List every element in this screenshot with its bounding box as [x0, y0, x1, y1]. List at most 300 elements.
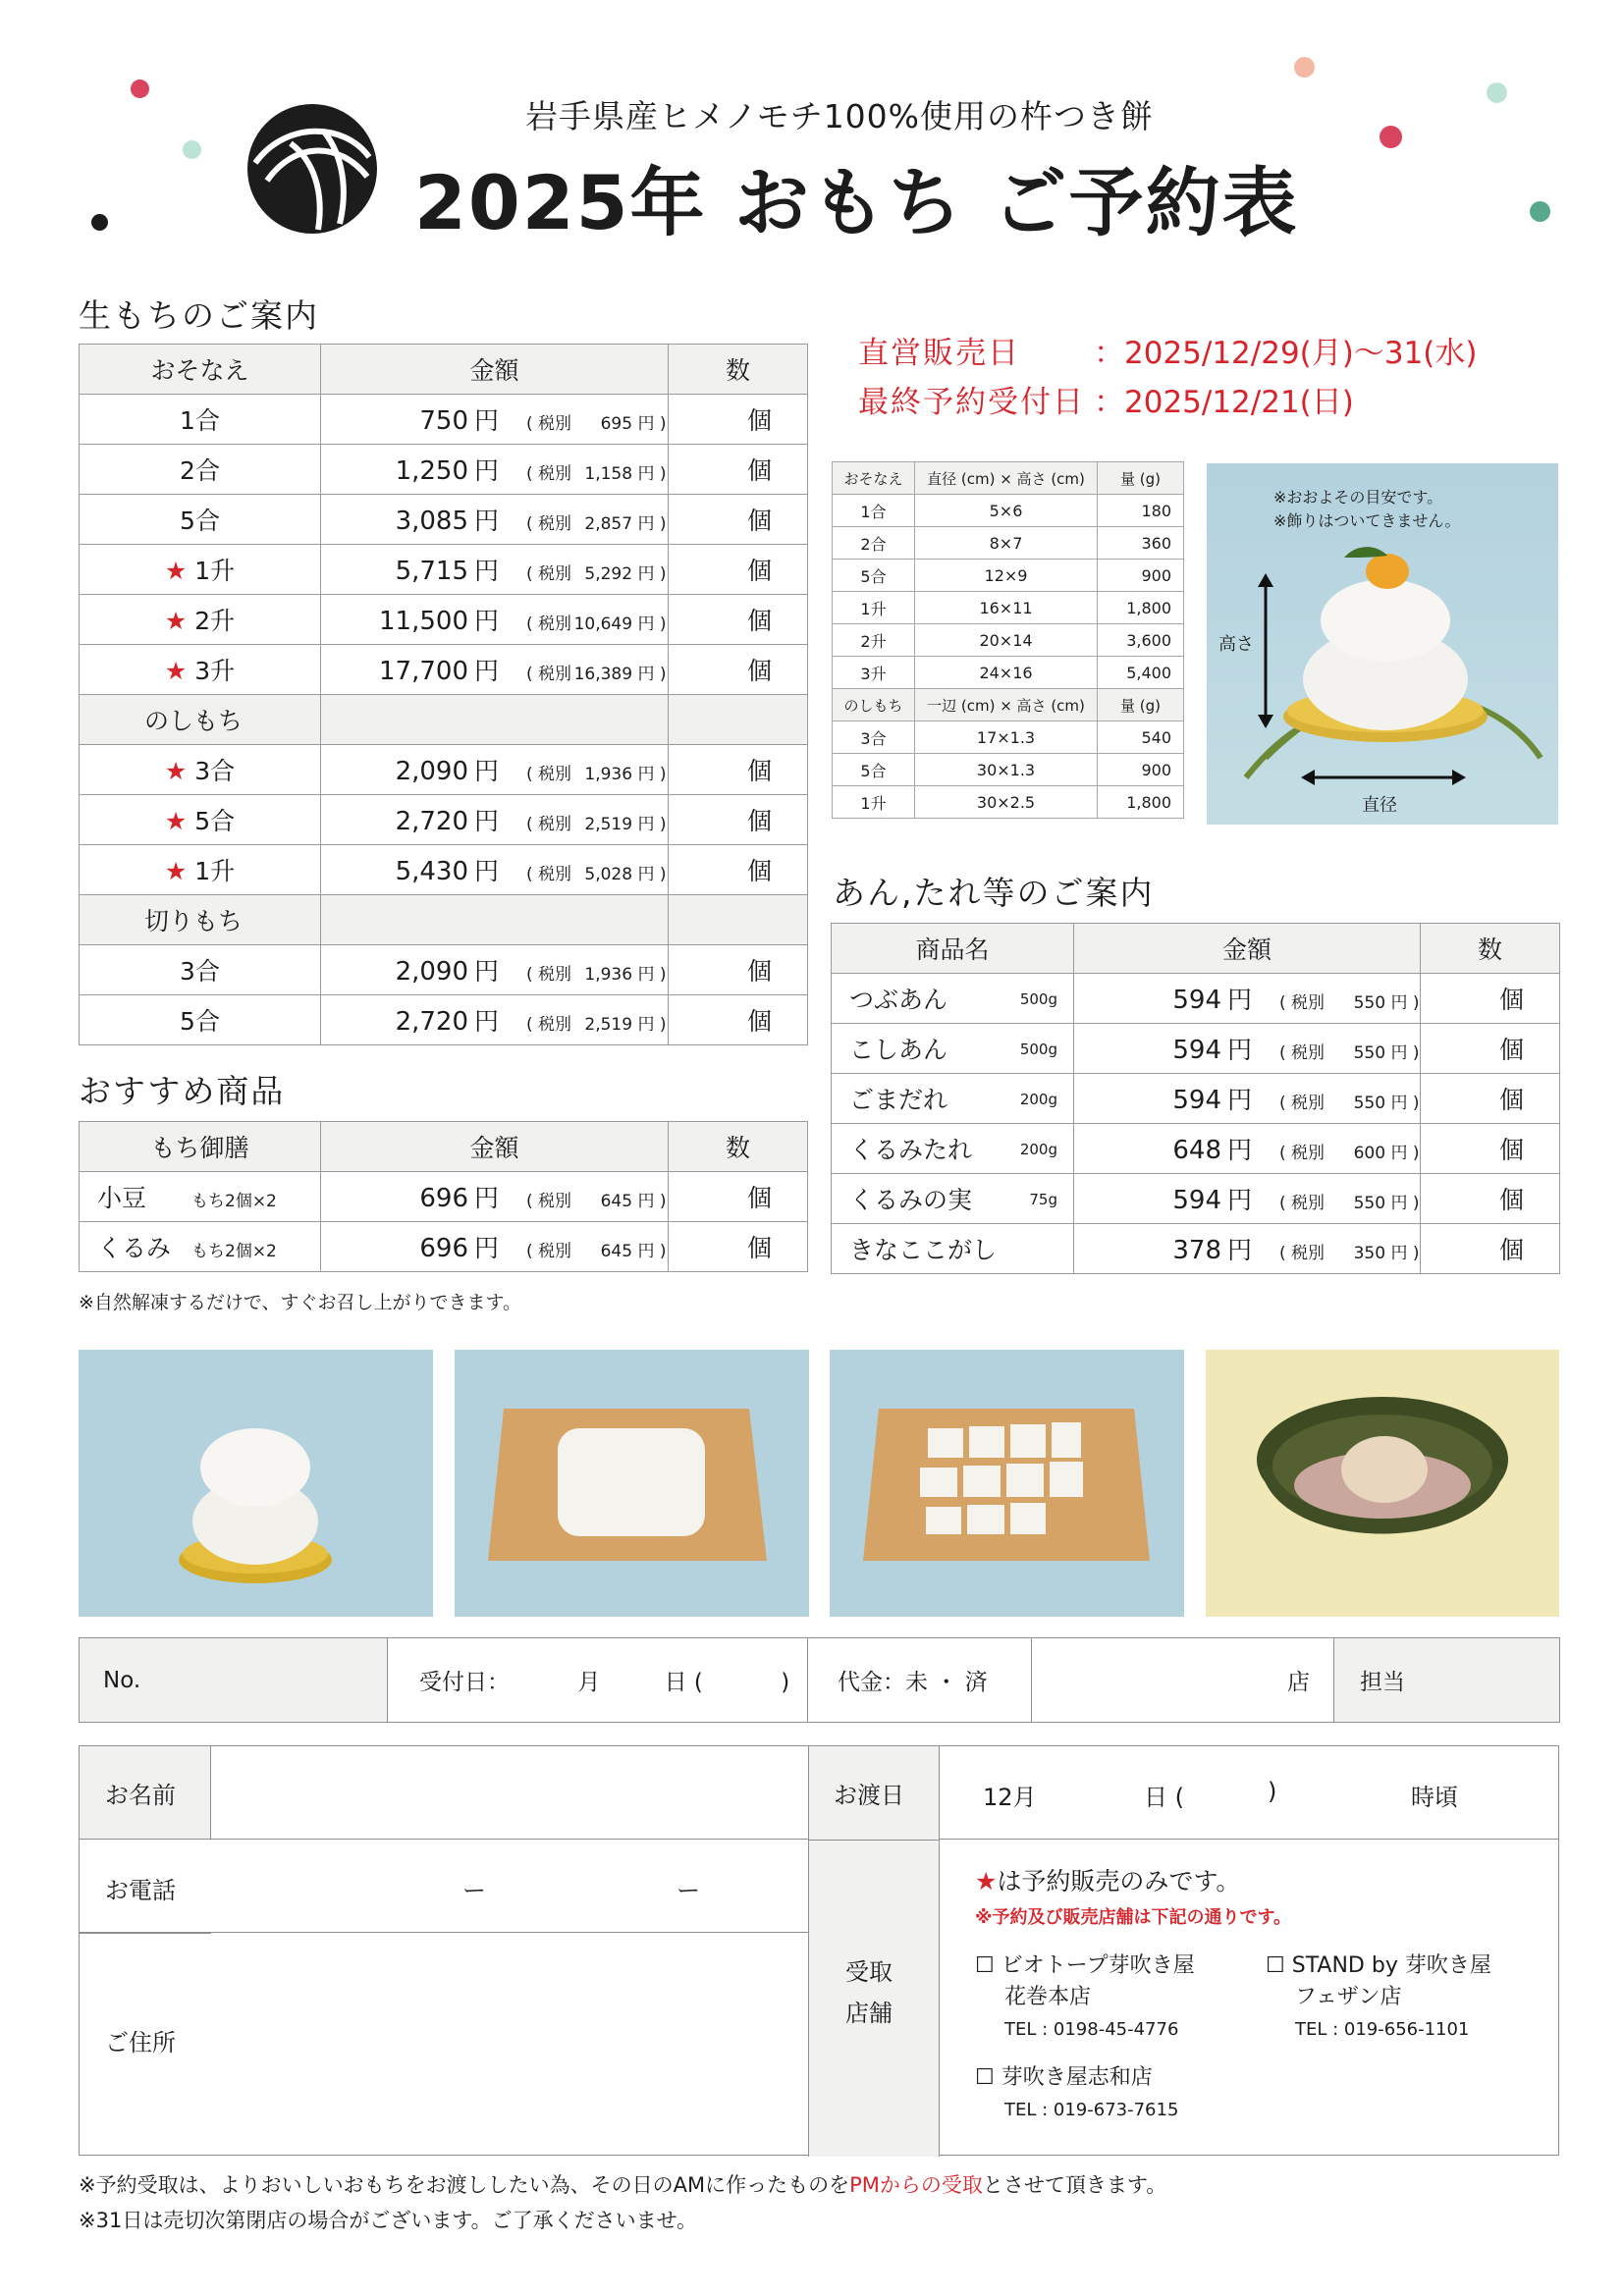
reception-date-cell[interactable]: [388, 1638, 808, 1723]
store-branch: フェザン店: [1295, 1985, 1402, 2009]
group-empty: [669, 695, 808, 745]
delivery-paren-close: ): [1268, 1778, 1277, 1805]
group-label: のしもち: [80, 695, 321, 745]
table-header-row: [832, 924, 1560, 974]
table-row: [80, 595, 808, 645]
deadline-value: ：2025/12/21(日): [1094, 385, 1354, 420]
checkbox-icon[interactable]: ☐: [975, 2065, 995, 2090]
item-name-cell: [80, 795, 321, 845]
store-option[interactable]: [1266, 1950, 1491, 2046]
quantity-cell[interactable]: [1421, 1074, 1560, 1124]
item-name: きなここがし: [849, 1236, 998, 1264]
tax-label: ( 税別: [526, 1242, 572, 1261]
item-name: 5合: [180, 507, 220, 535]
quantity-cell[interactable]: [669, 795, 808, 845]
item-name: ごまだれ: [849, 1086, 948, 1114]
store-name: ビオトープ芽吹き屋: [1001, 1953, 1195, 1978]
price-value: 3,085: [395, 507, 468, 536]
tax-end: 円 ): [637, 514, 667, 534]
photo-note-1: ※おおよその目安です。: [1273, 488, 1443, 507]
delivery-day: 日 (: [1144, 1784, 1184, 1811]
address-label: ご住所: [105, 2029, 176, 2056]
unit-label: 個: [1498, 1236, 1524, 1264]
tax-note: [526, 1010, 667, 1035]
star-icon: ★: [164, 557, 188, 585]
store-label: 店: [1032, 1638, 1334, 1723]
item-name-cell: [80, 745, 321, 795]
direct-sale-label: 直営販売日: [858, 336, 1020, 371]
size-row: [833, 657, 1184, 689]
tax-label: ( 税別: [1279, 1194, 1326, 1213]
table-header-row: [80, 1122, 808, 1172]
unit-label: 個: [1498, 1086, 1524, 1114]
price-value: 648: [1172, 1136, 1221, 1165]
tax-value: 350: [1353, 1244, 1386, 1263]
store-tel: TEL : 019-673-7615: [1004, 2100, 1179, 2120]
table-row: [80, 995, 808, 1045]
table-row: [80, 845, 808, 895]
price-value: 2,090: [395, 957, 468, 987]
size-weight: 540: [1098, 721, 1184, 754]
price-yen: 円: [1227, 986, 1253, 1014]
decor-dot: [1487, 82, 1507, 103]
size-dim: 24×16: [915, 657, 1098, 689]
tax-value: 10,649: [573, 614, 633, 634]
quantity-cell[interactable]: [1421, 1174, 1560, 1224]
quantity-cell[interactable]: [669, 595, 808, 645]
price-yen: 円: [474, 657, 500, 685]
table-header-row: [80, 345, 808, 395]
unit-label: 個: [746, 607, 772, 635]
price-value: 378: [1172, 1236, 1221, 1265]
checkbox-icon[interactable]: ☐: [1266, 1953, 1285, 1978]
size-weight: 1,800: [1098, 592, 1184, 624]
quantity-cell[interactable]: [1421, 1024, 1560, 1074]
column-header: 量 (g): [1098, 462, 1184, 495]
tax-end: 円 ): [1390, 1144, 1420, 1163]
price-cell: [321, 645, 669, 695]
item-name: 3合: [180, 957, 220, 986]
size-table: [832, 461, 1184, 819]
price-value: 594: [1172, 1086, 1221, 1115]
table-row: [80, 795, 808, 845]
table-row: [80, 945, 808, 995]
price-value: 2,720: [395, 1007, 468, 1037]
unit-label: 個: [746, 406, 772, 435]
price-cell: [321, 745, 669, 795]
price-cell: [1074, 974, 1421, 1024]
tax-value: 1,158: [584, 464, 633, 484]
kagami-mochi-illustration: [1207, 463, 1558, 825]
column-header: 金額: [321, 345, 669, 395]
phone-input[interactable]: [211, 1840, 808, 1933]
price-yen: 円: [1227, 1236, 1253, 1264]
quantity-cell[interactable]: [669, 1222, 808, 1272]
footer-note-1: [79, 2169, 1166, 2199]
size-rows: [833, 462, 1184, 819]
tax-note: [1279, 988, 1420, 1013]
tax-end: 円 ): [637, 865, 667, 884]
item-name: つぶあん: [849, 986, 948, 1014]
tax-value: 2,519: [584, 1015, 633, 1035]
group-row: [80, 695, 808, 745]
tax-note: [1279, 1239, 1420, 1263]
unit-label: 個: [746, 1234, 772, 1262]
price-value: 5,430: [395, 857, 468, 886]
an-rows: [832, 974, 1560, 1274]
price-cell: [321, 845, 669, 895]
size-dim: 16×11: [915, 592, 1098, 624]
table-row: [832, 1174, 1560, 1224]
table-row: [832, 1074, 1560, 1124]
store-branch: 花巻本店: [1004, 1985, 1092, 2009]
quantity-cell[interactable]: [669, 1172, 808, 1222]
kiri-photo-art: [830, 1350, 1184, 1617]
tax-end: 円 ): [637, 815, 667, 834]
column-header: もち御膳: [80, 1122, 321, 1172]
reception-date-label: 受付日：: [419, 1670, 510, 1695]
store-label-1: 受取: [845, 1958, 893, 1986]
item-name-cell: [80, 395, 321, 445]
tax-note: [526, 560, 667, 584]
decor-dot: [1530, 201, 1550, 222]
column-header: 数: [669, 1122, 808, 1172]
item-name: 2升: [194, 607, 236, 635]
size-weight: 360: [1098, 527, 1184, 560]
size-name: 3合: [833, 721, 915, 754]
quantity-cell[interactable]: [669, 645, 808, 695]
price-yen: 円: [474, 1184, 500, 1212]
tax-end: 円 ): [637, 564, 667, 584]
item-name-cell: [80, 445, 321, 495]
item-weight: 75g: [1029, 1191, 1057, 1208]
unit-label: 個: [1498, 1136, 1524, 1164]
price-cell: [321, 445, 669, 495]
tax-value: 550: [1353, 1094, 1386, 1113]
tax-label: ( 税別: [526, 815, 572, 834]
price-value: 11,500: [379, 607, 468, 636]
quantity-cell[interactable]: [669, 745, 808, 795]
item-name: くるみ: [97, 1234, 172, 1262]
size-weight: 900: [1098, 560, 1184, 592]
subtitle: 岩手県産ヒメノモチ100%使用の杵つき餅: [525, 97, 1155, 135]
tax-end: 円 ): [1390, 1244, 1420, 1263]
price-yen: 円: [474, 807, 500, 835]
item-name-cell: [832, 1224, 1074, 1274]
size-row: [833, 754, 1184, 786]
name-label: お名前: [105, 1782, 176, 1809]
tax-end: 円 ): [1390, 993, 1420, 1013]
table-row: [832, 1224, 1560, 1274]
section-heading-nama: 生もちのご案内: [79, 296, 319, 335]
unit-label: 個: [746, 807, 772, 835]
size-row: [833, 560, 1184, 592]
size-dim: 20×14: [915, 624, 1098, 657]
tax-label: ( 税別: [526, 1015, 572, 1035]
tax-label: ( 税別: [526, 1192, 572, 1211]
tax-label: ( 税別: [526, 865, 572, 884]
price-value: 594: [1172, 986, 1221, 1015]
item-name-cell: [80, 1222, 321, 1272]
star-icon: ★: [164, 807, 188, 835]
quantity-cell[interactable]: [669, 545, 808, 595]
address-input[interactable]: [211, 1933, 808, 2155]
item-name-cell: [832, 1174, 1074, 1224]
tax-label: ( 税別: [1279, 1043, 1326, 1063]
tax-end: 円 ): [1390, 1043, 1420, 1063]
tax-label: ( 税別: [1279, 1144, 1326, 1163]
tax-value: 645: [600, 1192, 633, 1211]
divider: [80, 1933, 211, 1934]
price-value: 1,250: [395, 456, 468, 486]
phone-dash: ー: [677, 1877, 700, 1904]
star-icon: ★: [975, 1867, 998, 1896]
group-label: 切りもち: [80, 895, 321, 945]
price-cell: [321, 945, 669, 995]
table-row: [80, 545, 808, 595]
star-icon: ★: [164, 757, 188, 785]
tax-end: 円 ): [637, 965, 667, 985]
store-option[interactable]: [975, 1950, 1195, 2046]
quantity-cell[interactable]: [669, 445, 808, 495]
tax-value: 1,936: [584, 765, 633, 784]
direct-sale-value: ：2025/12/29(月)〜31(水): [1094, 336, 1478, 371]
tax-label: ( 税別: [1279, 993, 1326, 1013]
size-row: [833, 527, 1184, 560]
unit-label: 個: [746, 507, 772, 535]
item-detail: もち2個×2: [191, 1192, 277, 1211]
tax-label: ( 税別: [526, 564, 572, 584]
item-name-cell: [80, 945, 321, 995]
month-label: 月: [577, 1670, 601, 1695]
table-row: [80, 645, 808, 695]
item-weight: 200g: [1019, 1141, 1057, 1158]
paren-close: ): [781, 1670, 790, 1695]
tax-note: [526, 760, 667, 784]
kagami-size-photo: [1207, 463, 1558, 825]
quantity-cell[interactable]: [1421, 1124, 1560, 1174]
footer-note-2: ※31日は売切次第閉店の場合がございます。ご了承くださいませ。: [79, 2209, 698, 2232]
price-value: 750: [419, 406, 468, 436]
size-dim: 12×9: [915, 560, 1098, 592]
unit-label: 個: [746, 657, 772, 685]
store-name: 芽吹き屋志和店: [1001, 2065, 1153, 2090]
star-note: [975, 1862, 1240, 1897]
price-yen: 円: [474, 957, 500, 986]
price-value: 696: [419, 1234, 468, 1263]
size-weight: 3,600: [1098, 624, 1184, 657]
item-weight: 200g: [1019, 1091, 1057, 1108]
unit-label: 個: [746, 1184, 772, 1212]
tax-note: [526, 810, 667, 834]
quantity-cell[interactable]: [669, 395, 808, 445]
osusume-note: ※自然解凍するだけで、すぐお召し上がりできます。: [79, 1292, 522, 1313]
gozen-photo-art: [1206, 1350, 1559, 1617]
photo-noshi-mochi: [455, 1350, 809, 1617]
tax-label: ( 税別: [1279, 1244, 1326, 1263]
item-name-cell: [80, 545, 321, 595]
size-weight: 5,400: [1098, 657, 1184, 689]
tax-end: 円 ): [637, 765, 667, 784]
day-label: 日 (: [664, 1670, 703, 1695]
star-icon: ★: [164, 657, 188, 685]
staff-label: 担当: [1334, 1638, 1560, 1723]
tax-value: 695: [600, 414, 633, 434]
price-cell: [1074, 1074, 1421, 1124]
tax-note: [526, 459, 667, 484]
tax-end: 円 ): [637, 1015, 667, 1035]
column-header: 金額: [321, 1122, 669, 1172]
item-name-cell: [80, 645, 321, 695]
unit-label: 個: [746, 757, 772, 785]
tax-value: 550: [1353, 1194, 1386, 1213]
table-row: [80, 745, 808, 795]
size-row: [833, 624, 1184, 657]
tax-label: ( 税別: [526, 514, 572, 534]
group-empty: [321, 895, 669, 945]
noshi-photo-art: [455, 1350, 809, 1617]
column-header: おそなえ: [80, 345, 321, 395]
checkbox-icon[interactable]: ☐: [975, 1953, 995, 1978]
store-tel: TEL : 019-656-1101: [1295, 2019, 1470, 2040]
nama-table: [79, 344, 808, 1045]
quantity-cell[interactable]: [669, 845, 808, 895]
page-title: 2025年 おもち ご予約表: [414, 159, 1299, 246]
price-value: 17,700: [379, 657, 468, 686]
size-row: [833, 592, 1184, 624]
tax-value: 2,857: [584, 514, 633, 534]
an-table: [831, 923, 1560, 1274]
size-name: 5合: [833, 754, 915, 786]
delivery-input[interactable]: [940, 1746, 1558, 1840]
osusume-table: [79, 1121, 808, 1272]
size-row: [833, 786, 1184, 819]
size-dim: 30×2.5: [915, 786, 1098, 819]
price-cell: [1074, 1224, 1421, 1274]
item-name-cell: [80, 595, 321, 645]
item-name: くるみたれ: [849, 1136, 973, 1164]
reception-table: [79, 1637, 1560, 1723]
size-header-row: [833, 462, 1184, 495]
item-name: 小豆: [97, 1184, 147, 1212]
photo-note-2: ※飾りはついてきません。: [1273, 511, 1461, 530]
phone-label: お電話: [105, 1877, 176, 1904]
unit-label: 個: [1498, 1186, 1524, 1214]
tax-value: 550: [1353, 1043, 1386, 1063]
price-cell: [1074, 1174, 1421, 1224]
tax-value: 5,028: [584, 865, 633, 884]
tax-note: [526, 660, 667, 684]
item-name: くるみの実: [849, 1186, 973, 1214]
tax-end: 円 ): [637, 1192, 667, 1211]
unit-label: 個: [1498, 1036, 1524, 1064]
item-name: 3合: [194, 757, 236, 785]
group-row: [80, 895, 808, 945]
column-header: 直径 (cm) × 高さ (cm): [915, 462, 1098, 495]
price-yen: 円: [474, 1007, 500, 1036]
price-yen: 円: [474, 557, 500, 585]
tax-value: 600: [1353, 1144, 1386, 1163]
tax-end: 円 ): [1390, 1094, 1420, 1113]
price-value: 594: [1172, 1036, 1221, 1065]
photo-kagami-mochi: [79, 1350, 433, 1617]
phone-dash: ー: [462, 1877, 486, 1904]
column-header: 量 (g): [1098, 689, 1184, 721]
size-name: 2升: [833, 624, 915, 657]
tax-note: [526, 960, 667, 985]
store-option[interactable]: [975, 2062, 1178, 2126]
tax-value: 1,936: [584, 965, 633, 985]
column-header: 金額: [1074, 924, 1421, 974]
size-name: 5合: [833, 560, 915, 592]
tax-label: ( 税別: [526, 965, 572, 985]
tax-note: [526, 1237, 667, 1261]
column-header: 一辺 (cm) × 高さ (cm): [915, 689, 1098, 721]
star-icon: ★: [164, 607, 188, 635]
unit-label: 個: [746, 456, 772, 485]
item-name: 5合: [180, 1007, 220, 1036]
tax-end: 円 ): [637, 414, 667, 434]
decor-dot: [131, 80, 149, 98]
tax-label: ( 税別: [526, 665, 572, 684]
delivery-label: お渡日: [834, 1782, 904, 1809]
tax-label: ( 税別: [526, 464, 572, 484]
size-name: 1升: [833, 592, 915, 624]
payment-status[interactable]: 代金：未 ・ 済: [808, 1638, 1032, 1723]
item-name: こしあん: [849, 1036, 948, 1064]
tax-note: [526, 860, 667, 884]
mochi-logo-icon: [245, 102, 379, 236]
size-weight: 180: [1098, 495, 1184, 527]
tax-label: ( 税別: [526, 414, 572, 434]
price-cell: [321, 395, 669, 445]
price-cell: [1074, 1124, 1421, 1174]
store-name: STAND by 芽吹き屋: [1291, 1953, 1491, 1978]
price-yen: 円: [474, 456, 500, 485]
price-yen: 円: [474, 406, 500, 435]
quantity-cell[interactable]: [1421, 1224, 1560, 1274]
table-row: [832, 1024, 1560, 1074]
size-dim: 17×1.3: [915, 721, 1098, 754]
price-cell: [321, 545, 669, 595]
price-yen: 円: [474, 757, 500, 785]
decor-dot: [183, 140, 201, 159]
item-name: 1升: [194, 857, 236, 885]
tax-label: ( 税別: [1279, 1094, 1326, 1113]
group-empty: [669, 895, 808, 945]
photo-kiri-mochi: [830, 1350, 1184, 1617]
item-detail: もち2個×2: [191, 1242, 277, 1261]
size-header-row: [833, 689, 1184, 721]
quantity-cell[interactable]: [669, 495, 808, 545]
quantity-cell[interactable]: [669, 945, 808, 995]
no-label: No.: [80, 1638, 388, 1723]
price-value: 5,715: [395, 557, 468, 586]
size-weight: 900: [1098, 754, 1184, 786]
price-value: 2,090: [395, 757, 468, 786]
quantity-cell[interactable]: [669, 995, 808, 1045]
tax-label: ( 税別: [526, 614, 572, 634]
store-note: ※予約及び販売店舗は下記の通りです。: [975, 1907, 1292, 1928]
name-input[interactable]: [211, 1746, 808, 1840]
price-yen: 円: [1227, 1136, 1253, 1164]
item-name: 5合: [194, 807, 236, 835]
quantity-cell[interactable]: [1421, 974, 1560, 1024]
unit-label: 個: [746, 1007, 772, 1036]
decor-dot: [1380, 126, 1402, 148]
item-name-cell: [80, 995, 321, 1045]
item-weight: 500g: [1019, 1041, 1057, 1058]
